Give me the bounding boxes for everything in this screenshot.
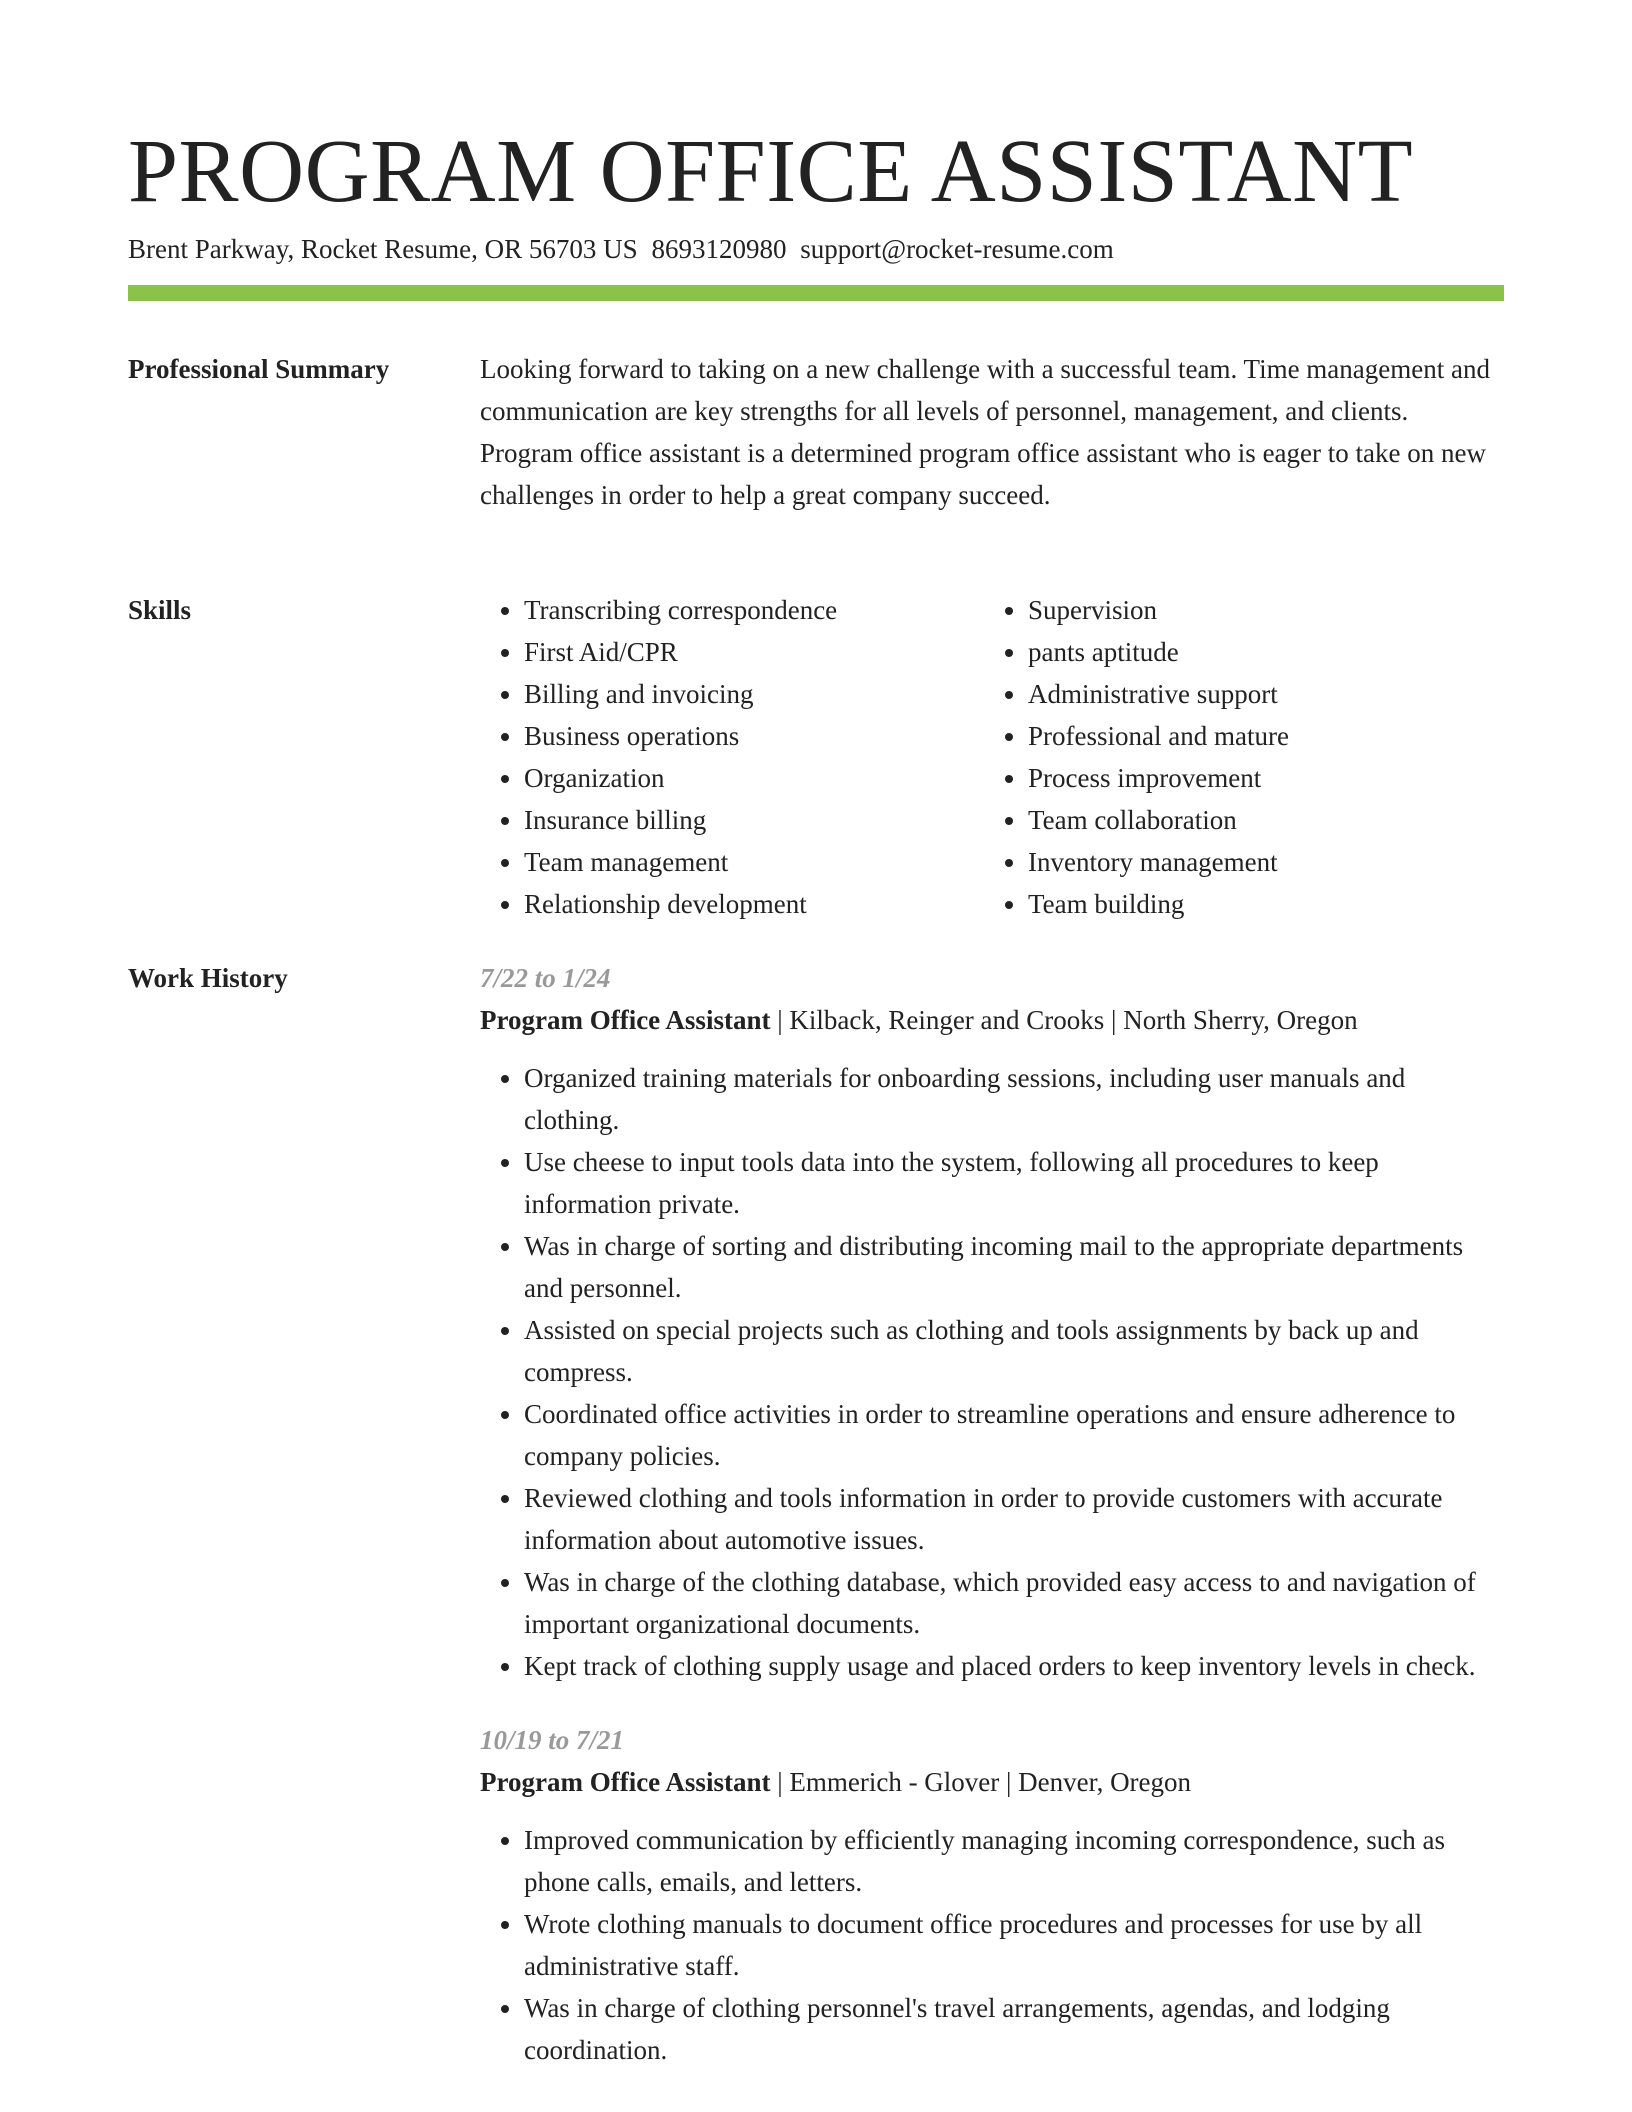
job-bullet: • Organized training materials for onboarding sessions, including user manuals and clothing. [524,1057,1504,1141]
skill-item: • Inventory management [1028,841,1468,883]
job-bullets [480,1819,1504,2071]
job-header [480,1761,1504,1803]
summary-section-label: Professional Summary [128,354,390,384]
resume-name-heading: PROGRAM OFFICE ASSISTANT [128,122,1414,221]
header-accent-rule [128,285,1504,301]
job-title: Program Office Assistant [480,1767,771,1797]
job-entry [480,957,1504,1687]
skill-item: • Billing and invoicing [524,673,984,715]
skill-item: • pants aptitude [1028,631,1468,673]
skill-item: • Transcribing correspondence [524,589,984,631]
job-bullet: • Assisted on special projects such as clothing and tools assignments by back up and compress. [524,1309,1504,1393]
summary-text: Looking forward to taking on a new challenge with a successful team. Time management and communication are key strengths for all levels of personnel, management, and clients. Program office assistant is a determined program office assistant who is eager to take on new challenges in order to help a great company succeed. [480,354,1490,510]
contact-address: Brent Parkway, Rocket Resume, OR 56703 US [128,234,638,264]
skills-section-label: Skills [128,595,192,625]
skills-body [480,589,1504,925]
job-bullet: • Reviewed clothing and tools information in order to provide customers with accurate information about automotive issues. [524,1477,1504,1561]
job-title: Program Office Assistant [480,1005,771,1035]
job-bullet: • Use cheese to input tools data into the system, following all procedures to keep information private. [524,1141,1504,1225]
skills-list-left [480,589,984,925]
job-dates: 10/19 to 7/21 [480,1725,625,1755]
skills-list-right [984,589,1468,925]
skill-item: • Team collaboration [1028,799,1468,841]
skill-item: • Business operations [524,715,984,757]
job-dates: 7/22 to 1/24 [480,963,611,993]
skills-columns [480,589,1504,925]
skill-item: • Organization [524,757,984,799]
job-details: | Kilback, Reinger and Crooks | North Sherry, Oregon [777,1005,1358,1035]
job-header [480,999,1504,1041]
job-bullet: • Kept track of clothing supply usage and placed orders to keep inventory levels in check. [524,1645,1504,1687]
job-bullets [480,1057,1504,1687]
job-bullet: • Improved communication by efficiently managing incoming correspondence, such as phone calls, emails, and letters. [524,1819,1504,1903]
job-bullet: • Was in charge of clothing personnel's travel arrangements, agendas, and lodging coordination. [524,1987,1504,2071]
skill-item: • Team building [1028,883,1468,925]
job-bullet: • Was in charge of the clothing database, which provided easy access to and navigation of important organizational documents. [524,1561,1504,1645]
work-history-body [480,957,1504,2071]
job-bullet: • Wrote clothing manuals to document office procedures and processes for use by all administrative staff. [524,1903,1504,1987]
work-history-section-label: Work History [128,963,288,993]
contact-email[interactable]: support@rocket-resume.com [800,234,1114,264]
contact-phone: 8693120980 [651,234,787,264]
contact-line [128,232,1114,267]
job-bullet: • Was in charge of sorting and distributing incoming mail to the appropriate departments and personnel. [524,1225,1504,1309]
skill-item: • Relationship development [524,883,984,925]
skill-item: • Professional and mature [1028,715,1468,757]
skill-item: • Team management [524,841,984,883]
skill-item: • First Aid/CPR [524,631,984,673]
job-details: | Emmerich - Glover | Denver, Oregon [777,1767,1192,1797]
summary-body [480,348,1504,516]
job-bullet: • Coordinated office activities in order to streamline operations and ensure adherence to company policies. [524,1393,1504,1477]
skill-item: • Administrative support [1028,673,1468,715]
job-entry [480,1719,1504,2071]
skill-item: • Process improvement [1028,757,1468,799]
skill-item: • Insurance billing [524,799,984,841]
skill-item: • Supervision [1028,589,1468,631]
